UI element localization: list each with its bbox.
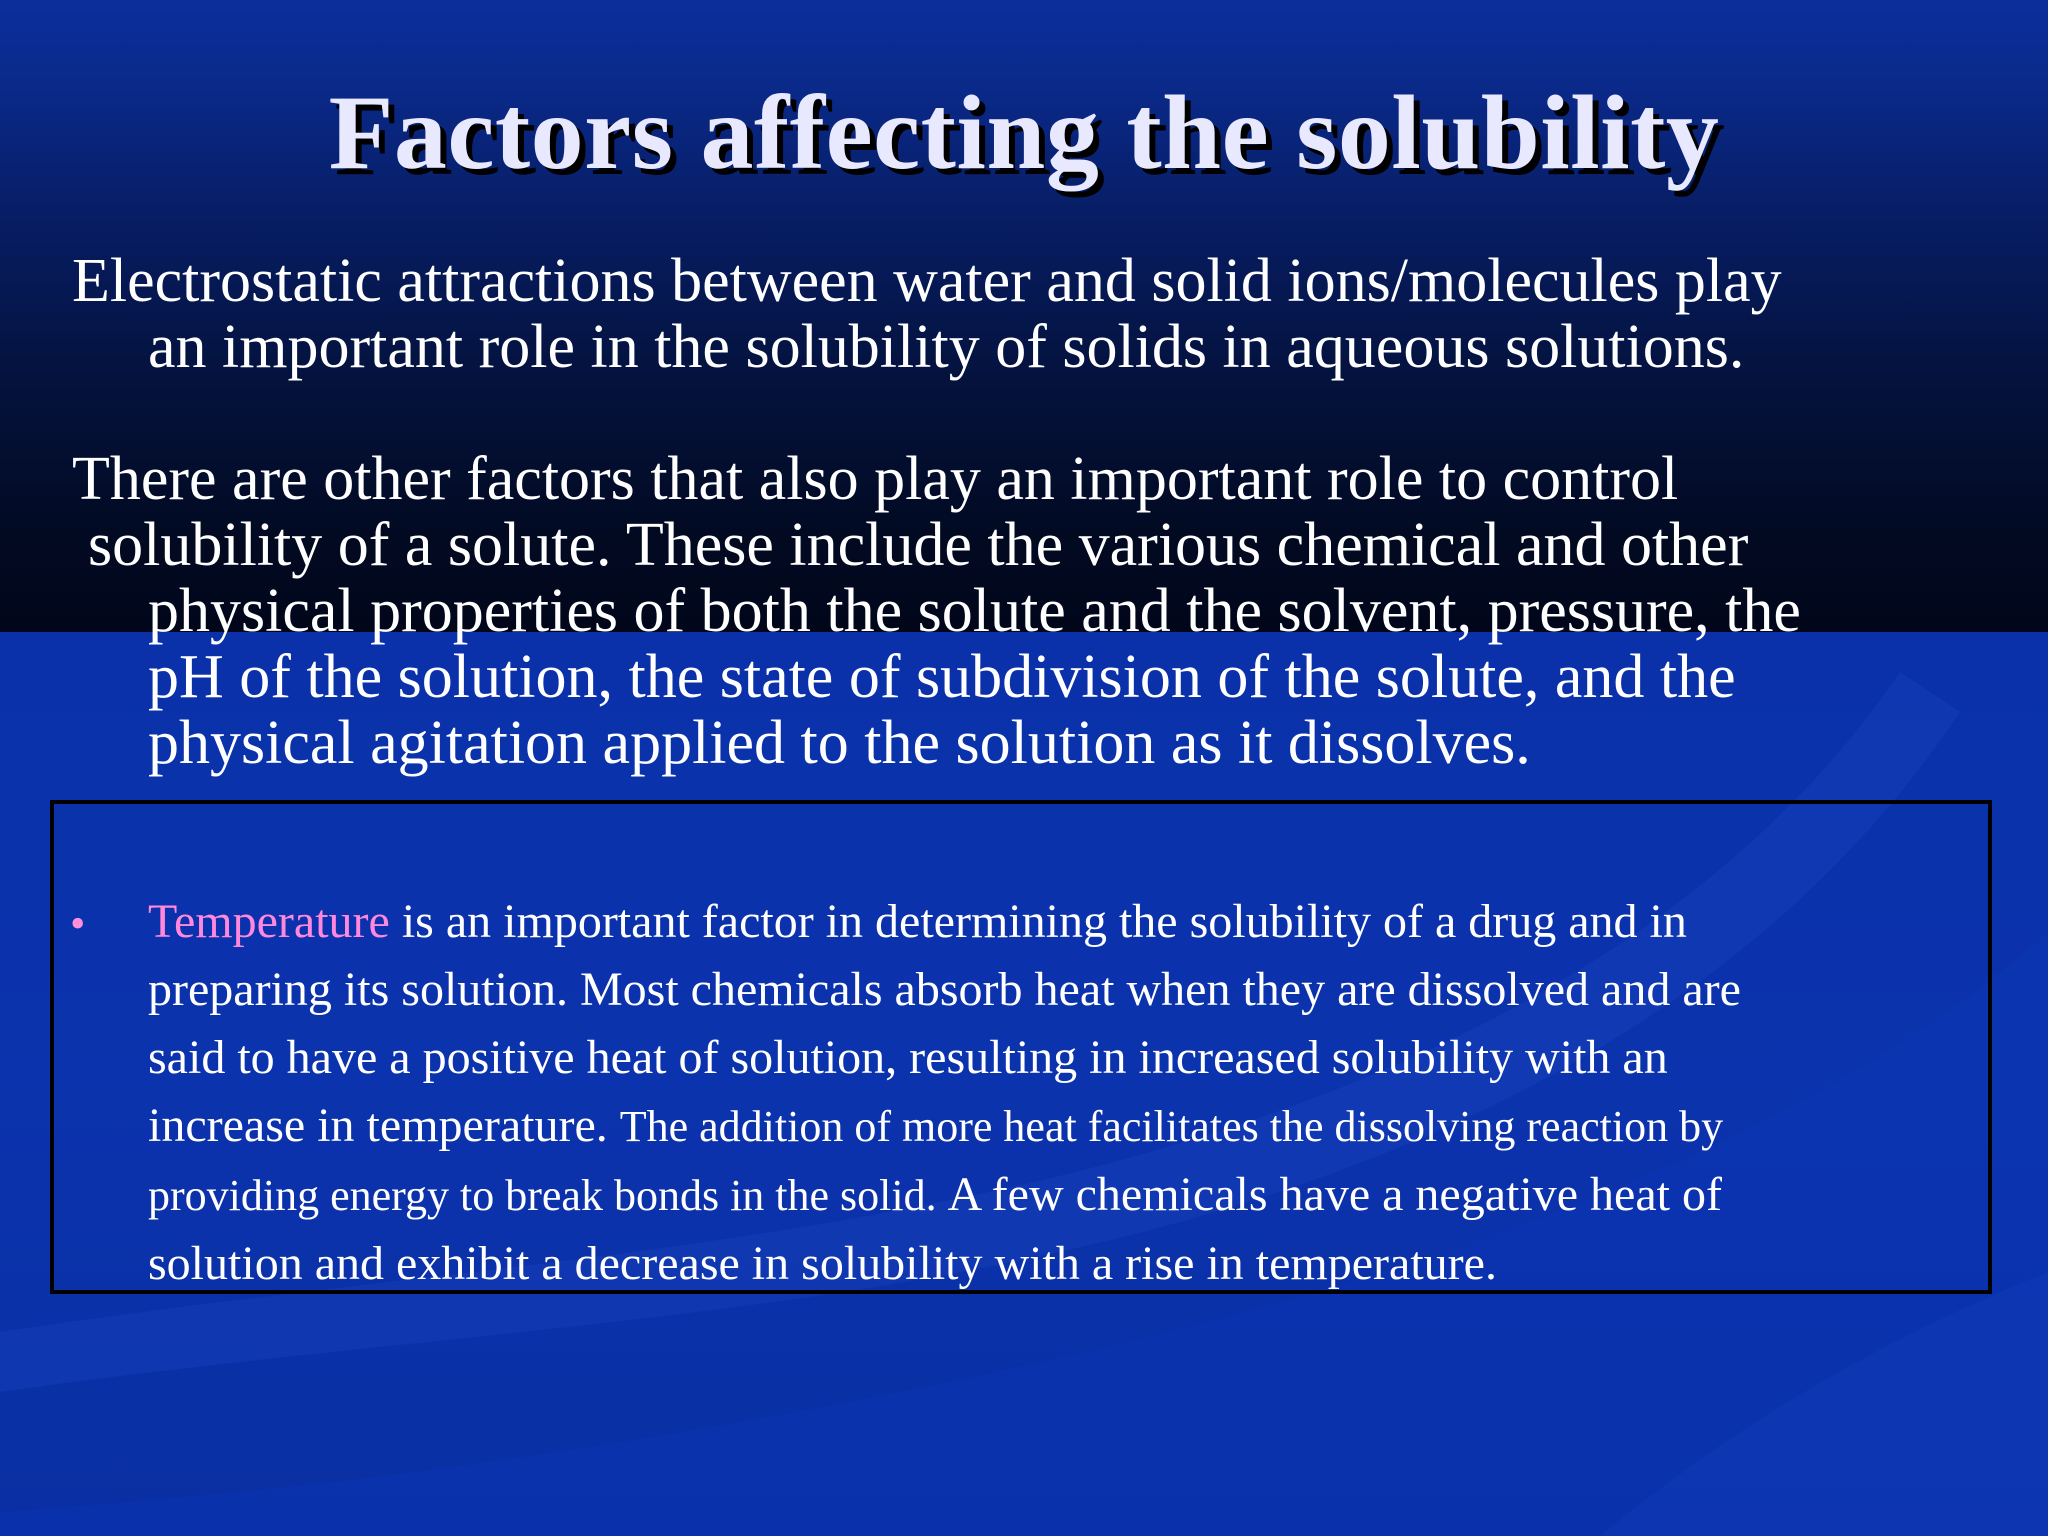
paragraph2-line4: pH of the solution, the state of subdivision of the solute, and the: [148, 643, 1736, 711]
bullet-line3: said to have a positive heat of solution, resulting in increased solubility with an: [148, 1031, 1668, 1084]
bullet-line1: [148, 888, 1988, 956]
paragraph1-line2: an important role in the solubility of solids in aqueous solutions.: [148, 313, 1745, 381]
bullet-line5-a: providing energy to break bonds in the solid.: [148, 1171, 948, 1220]
bullet-line4: [148, 1092, 1988, 1161]
paragraph-electrostatic: [72, 248, 1992, 380]
bullet-marker: •: [70, 899, 86, 948]
paragraph2-line1: There are other factors that also play an important role to control: [72, 445, 1679, 513]
bullet-line4-b: The addition of more heat facilitates the dissolving reaction by: [619, 1102, 1724, 1151]
bullet-line5-b: A few chemicals have a negative heat of: [947, 1168, 1722, 1221]
paragraph2-line2: solubility of a solute. These include the various chemical and other: [88, 511, 1749, 579]
paragraph2-line5: physical agitation applied to the solution as it dissolves.: [148, 709, 1531, 777]
bullet-line1-rest: is an important factor in determining the solubility of a drug and in: [389, 895, 1687, 948]
temperature-highlight: Temperature: [148, 895, 390, 948]
bullet-line2: preparing its solution. Most chemicals absorb heat when they are dissolved and are: [148, 963, 1741, 1016]
bullet-line6: solution and exhibit a decrease in solubility with a rise in temperature.: [148, 1237, 1497, 1290]
slide-title: Factors affecting the solubility: [328, 74, 1720, 191]
bullet-line5: [148, 1161, 1988, 1230]
paragraph1-line1: Electrostatic attractions between water and solid ions/molecules play: [72, 247, 1782, 315]
bullet-line4-a: increase in temperature.: [148, 1099, 620, 1152]
temperature-bullet-text: [148, 888, 1988, 1298]
paragraph2-line3: physical properties of both the solute and the solvent, pressure, the: [148, 577, 1801, 645]
paragraph-other-factors: [72, 446, 1992, 776]
